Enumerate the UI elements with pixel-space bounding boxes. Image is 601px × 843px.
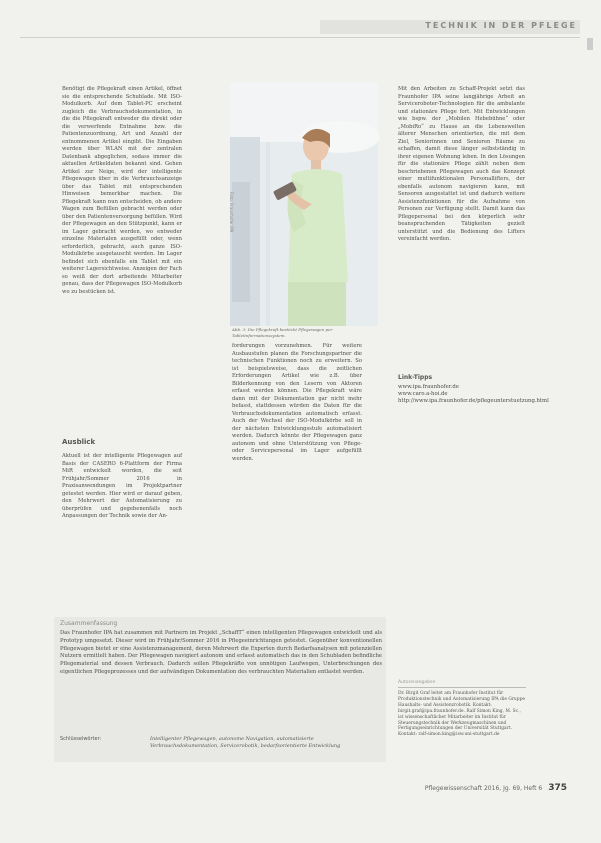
link-item[interactable]: http://www.ipa.fraunhofer.de/pflegeunterstuetzung.html xyxy=(398,398,549,404)
right-column-text: Mit den Arbeiten zu Schaff-Projekt setzt das Fraunhofer IPA seine langjährige Arbeit an Serviceroboter-Technologien für die ambulante und stationäre Pflege fort. Mit Entwicklungen wie bspw. der „Mobilen Hebebühne“ oder „MobiRo“ zu Hause an die Lebenswelten älterer Menschen orientierten, die mit dem Ziel, Seniorinnen und Senioren Räume zu schaffen, damit diese länger selbstständig in ihrer eigenen Wohnung leben. In den Lösungen für die stationäre Pflege zählt neben dem beschriebenen Pflegewagen auch das Konzept einer multifunktionalen Personallifters, der ebenfalls autonom navigieren kann, mit Sensoren ausgestattet ist und dadurch weitere Assistenzfunktionen für die Aufnahme von Personen zur Verfügung stellt. Damit kann das Pflegepersonal bei den körperlich sehr beanspruchenden Tätigkeiten gezielt unterstützt und die Bedienung des Lifters vereinfacht werden. xyxy=(398,86,525,242)
author-info xyxy=(398,680,526,738)
keywords-text: Intelligenter Pflegewagen, autonome Navigation, automatisierte Verbrauchsdokumentation, Servicerobotik, bedarfsorientierte Entwicklung xyxy=(150,736,341,749)
photo-caption: Abb. 3: Die Pflegekraft bestückt Pflegewagen per Tabletinformationssystem. xyxy=(232,327,333,338)
author-info-title: Autorenangaben xyxy=(398,680,526,688)
page-edge-mark xyxy=(587,38,593,50)
link-tips xyxy=(398,374,549,405)
nurse-photo xyxy=(230,82,378,326)
keywords-label: Schlüsselwörter: xyxy=(60,736,102,742)
journal-citation: Pflegewissenschaft 2016, Jg. 69, Heft 6 xyxy=(424,785,543,792)
ausblick-heading: Ausblick xyxy=(62,438,96,446)
author-info-text: Dr. Birgit Graf leitet am Fraunhofer Institut für Produktionstechnik und Automatisierung IPA die Gruppe Haushalts- und Assistenzrobotik. Kontakt: birgit.graf@ipa.fraunhofer.de. Ralf Simon King, M. Sc., ist wissenschaftlicher Mitarbeiter im Institut für Steuerungstechnik der Werkzeugmaschinen und Fertigungseinrichtungen der Universität Stuttgart. Kontakt: ralf-simon.king@isw.uni-stuttgart.de xyxy=(398,691,525,738)
page-number: 375 xyxy=(548,783,567,793)
middle-column-text: forderungen vorzunehmen. Für weitere Ausbaustufen planen die Forschungspartner die technischen Funktionen noch zu erweitern. So ist beispielsweise, dass die zeitlichen Erforderungen Artikel wie z.B. über Bilderkennung von den Lesern von Aktoren erfasst werden können. Die Pflegekraft wäre dann mit der Dokumentation gar nicht mehr befasst, stattdessen würden die Daten für die Verbrauchsdokumentation automatisch erfasst. Auch der Wechsel der ISO-Modulkörbe soll in der nächsten Entwicklungsstufe automatisiert werden. Dadurch könnte der Pflegewagen ganz autonom und ohne Unterstützung von Pflege- oder Servicepersonal im Lager aufgefüllt werden. xyxy=(232,343,362,462)
link-item[interactable]: www.ipa.fraunhofer.de xyxy=(398,384,459,390)
ausblick-column xyxy=(62,453,182,521)
left-column xyxy=(62,86,182,296)
right-column xyxy=(398,86,525,244)
left-column-text: Benötigt die Pflegekraft einen Artikel, öffnet sie die entsprechende Schublade. Mit ISO-Modulkorb. Auf dem Tablet-PC erscheint zugleich die Verbrauchsdokumentation, in die die Pflegekraft entweder die direkt oder die verwerfende Entnahme bzw. die Patientenzuordnung, Art und Anzahl der entnommenen Artikel eingibt. Die Eingaben werden über WLAN mit der zentralen Datenbank abgeglichen, sodass immer die aktuellen Artikeldaten bekannt sind. Gehen Artikel zur Neige, wird der intelligente Pflegewagen über in die Verbrauchsanzeige über das Tablet mit entsprechenden Hinweisen bemerkbar machen. Die Pflegekraft kann nun entscheiden, ob andere Wagen zum Befüllen gebracht werden oder über den Patientenversorgung befüllen. Wird der Pflegewagen an den Stützpunkt, kann er im Lager gebracht werden, wo entweder einzelne Materialen ausgefüllt oder, wenn erforderlich, gebracht, auch ganze ISO-Modulkörbe ausgetauscht werden. Im Lager befindet sich ebenfalls ein Tablet mit ein weiterer Lagersichtweise. Anzeigen der Fach so weiß der dort arbeitende Mitarbeiter genau, dass der Pflegewagen ISO-Modulkorb wo zu bestücken ist. xyxy=(62,86,182,295)
photo-credit: Foto: Fraunhofer IPA xyxy=(229,192,234,233)
summary-title: Zusammenfassung xyxy=(60,620,118,627)
middle-column xyxy=(232,343,362,463)
page-footer xyxy=(425,783,567,793)
link-tips-heading: Link-Tipps xyxy=(398,374,433,381)
link-item[interactable]: www.caro.a-hoi.de xyxy=(398,391,448,397)
section-header: TECHNIK IN DER PFLEGE xyxy=(425,21,577,30)
ausblick-text: Aktuell ist der intelligente Pflegewagen auf Basis der CASERO 6-Plattform der Firma MiR entwickelt worden, die seit Frühjahr/Sommer 2016 in Praxisanwendungen im Projektpartner getestet werden. Hier wird er darauf geben, den Mehrwert der Automatisierung zu überprüfen und gegebenenfalls noch Anpassungen der Technik sowie der An- xyxy=(62,453,182,519)
summary-text: Das Fraunhofer IPA hat zusammen mit Partnern im Projekt „SchaffT“ einen intelligenten Pflegewagen entwickelt und als Prototyp umgesetzt. Dieser wird im Frühjahr/Sommer 2016 in Pflegeeinrichtungen getestet. Gegenüber konventionellen Pflegewagen bietet er eine Assistenzmanagement, deren Mehrwert die Experten durch Bedarfsanalysen mit potenziellen Nutzern ermittelt haben. Der Pflegewagen navigiert autonom und erfasst automatisch das in den Schubladen befindliche Pflegematerial und dessen Verbrauch. Dadurch sollen Pflegekräfte von unnötigen Laufwegen, Unterbrechungen des eigentlichen Pflegeprozesses und der aufwändigen Dokumentation des verbrauchten Materialien entlastet werden. xyxy=(60,630,382,675)
nurse-illustration xyxy=(230,82,378,326)
header-rule xyxy=(20,37,580,38)
